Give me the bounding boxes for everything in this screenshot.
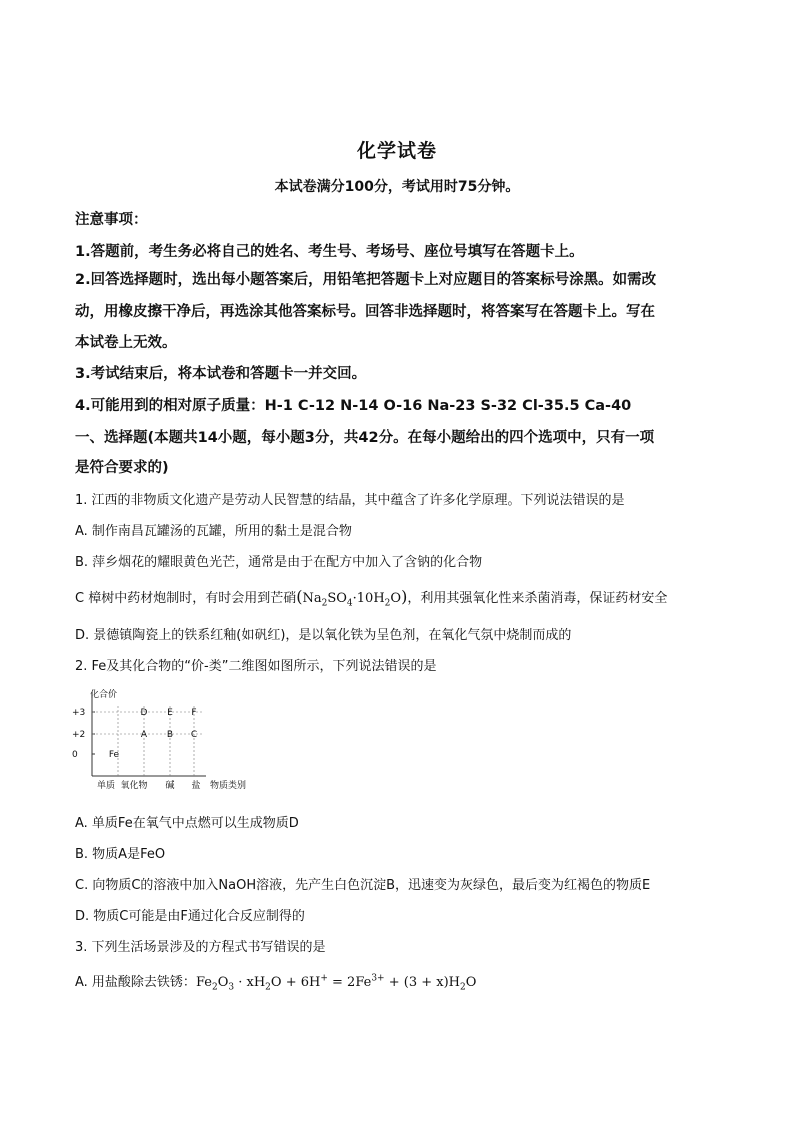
notes-heading: 注意事项： — [75, 212, 148, 228]
data-point-B: B — [166, 730, 174, 740]
mirabilite-formula: $Na_2SO_4\cdot 10H_2O$ — [302, 591, 402, 609]
q3-option-a-pre: A. 用盐酸除去铁锈： — [75, 975, 196, 990]
q1-stem: 1. 江西的非物质文化遗产是劳动人民智慧的结晶，其中蕴含了许多化学原理。下列说法错误的是 — [75, 493, 625, 508]
section-heading-line2: 是符合要求的) — [75, 460, 169, 476]
y-axis-label: 化合价 — [90, 690, 118, 700]
note-2-line2: 动，用橡皮擦干净后，再选涂其他答案标号。回答非选择题时，将答案写在答题卡上。写在 — [75, 304, 655, 320]
note-4: 4.可能用到的相对原子质量：H-1 C-12 N-14 O-16 Na-23 S-32 Cl-35.5 Ca-40 — [75, 398, 632, 414]
note-3: 3.考试结束后，将本试卷和答题卡一并交回。 — [75, 366, 367, 382]
note-2-line1: 2.回答选择题时，选出每小题答案后，用铅笔把答题卡上对应题目的答案标号涂黑。如需改 — [75, 272, 657, 288]
valence-class-chart — [70, 684, 247, 800]
x-tick-label: 碱 — [165, 781, 175, 791]
x-tick-label: 盐 — [191, 781, 201, 791]
section-heading-line1: 一、选择题(本题共14小题，每小题3分，共42分。在每小题给出的四个选项中，只有一项 — [75, 430, 655, 446]
data-point-D: D — [140, 708, 148, 718]
q2-option-b: B. 物质A是FeO — [75, 847, 166, 862]
q2-stem: 2. Fe及其化合物的“价-类”二维图如图所示，下列说法错误的是 — [75, 659, 437, 674]
q2-option-a: A. 单质Fe在氧气中点燃可以生成物质D — [75, 816, 299, 831]
q1-option-c-post: ，利用其强氧化性来杀菌消毒，保证药材安全 — [407, 591, 668, 606]
note-1: 1.答题前，考生务必将自己的姓名、考生号、考场号、座位号填写在答题卡上。 — [75, 244, 584, 260]
note-2-line3: 本试卷上无效。 — [75, 335, 177, 351]
data-point-C: C — [190, 730, 198, 740]
q3-stem: 3. 下列生活场景涉及的方程式书写错误的是 — [75, 940, 326, 955]
q1-option-d: D. 景德镇陶瓷上的铁系红釉(如矾红)，是以氧化铁为呈色剂，在氧化气氛中烧制而成的 — [75, 628, 572, 643]
q2-option-c: C. 向物质C的溶液中加入NaOH溶液，先产生白色沉淀B，迅速变为灰绿色，最后变为红褐色的物质E — [75, 878, 651, 893]
rust-equation: $Fe_2O_3 \cdot xH_2O + 6H^+ = 2Fe^{3+} + (3 + x)H_2O$ — [195, 973, 477, 993]
q1-option-c-pre: C 樟树中药材炮制时，有时会用到芒硝 — [75, 591, 297, 606]
y-tick-label: +3 — [72, 708, 86, 718]
data-point-E: E — [167, 708, 173, 718]
q2-option-d: D. 物质C可能是由F通过化合反应制得的 — [75, 909, 305, 924]
x-axis-label: 物质类别 — [210, 781, 247, 791]
data-point-Fe: Fe — [108, 750, 120, 760]
q1-option-c: C 樟树中药材炮制时，有时会用到芒硝$(Na_2SO_4\cdot 10H_2O)$，利用其强氧化性来杀菌消毒，保证药材安全 — [75, 587, 668, 609]
y-tick-label: 0 — [72, 750, 78, 760]
q1-option-a: A. 制作南昌瓦罐汤的瓦罐，所用的黏土是混合物 — [75, 524, 352, 539]
page-subtitle: 本试卷满分100分，考试用时75分钟。 — [274, 179, 520, 195]
data-point-A: A — [140, 730, 148, 740]
q1-option-b: B. 萍乡烟花的耀眼黄色光芒，通常是由于在配方中加入了含钠的化合物 — [75, 555, 483, 570]
x-tick-label: 氧化物 — [120, 781, 148, 791]
q3-option-a — [75, 971, 476, 993]
data-point-F: F — [191, 708, 197, 718]
y-tick-label: +2 — [72, 730, 86, 740]
page-title: 化学试卷 — [356, 140, 437, 162]
x-tick-label: 单质 — [96, 781, 116, 791]
